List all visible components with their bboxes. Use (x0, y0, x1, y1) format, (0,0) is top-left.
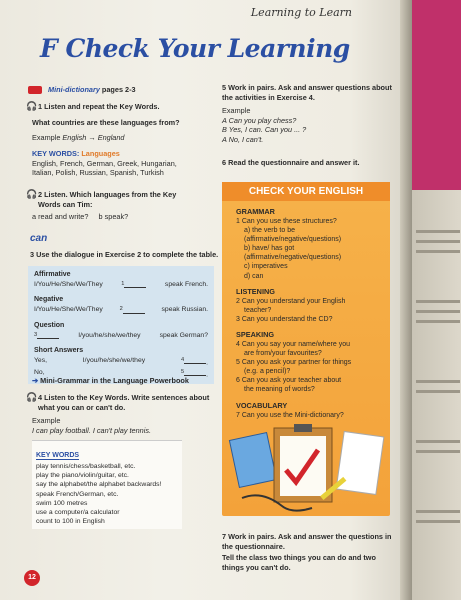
key-words-box: KEY WORDS play tennis/chess/basketball, etc. play the piano/violin/guitar, etc. say the alphabet/the alphabet backwards! speak French/German, etc. swim 100 metres use a computer/a calculator count to 100 in English (32, 440, 182, 529)
ex7-instruction: 7 Work in pairs. Ask and answer the questions in the questionnaire. (222, 532, 392, 551)
table-header: Question (34, 321, 65, 329)
question-sub: (e.g. a pencil)? (244, 368, 291, 376)
ex1-instruction: 1 Listen and repeat the Key Words. (38, 102, 160, 111)
mini-grammar-ref: ➔ Mini-Grammar in the Language Powerbook (32, 376, 189, 385)
mini-dictionary-icon (28, 86, 42, 94)
question: 7 Can you use the Mini-dictionary? (236, 411, 344, 419)
list-item: say the alphabet/the alphabet backwards! (36, 481, 162, 489)
question-sub: c) imperatives (244, 263, 288, 271)
question-sub: d) can (244, 272, 264, 280)
list-item: speak French/German, etc. (36, 490, 119, 498)
next-page-edge (412, 0, 461, 600)
pink-banner (412, 0, 461, 190)
question-sub: are from/your favourites? (244, 350, 322, 358)
running-head: Learning to Learn (250, 6, 352, 19)
table-row: I/You/He/She/We/They $^2$ speak Russian. (34, 306, 208, 314)
ex4-instruction: 4 Listen to the Key Words. Write sentences about what you can or can't do. (38, 393, 210, 412)
question-sub: b) have/ has got (244, 245, 295, 253)
page-title: F Check Your Learning (40, 34, 350, 63)
ex1-example: Example English → England (32, 133, 125, 142)
question: 1 Can you use these structures? (236, 218, 337, 225)
table-row: $^3$ I/you/he/she/we/they speak German? (34, 331, 208, 339)
section-grammar: GRAMMAR (236, 207, 275, 216)
grammar-table (28, 266, 214, 384)
section-speaking: SPEAKING (236, 329, 275, 339)
table-header: Affirmative (34, 271, 71, 278)
question: 3 Can you understand the CD? (236, 315, 333, 323)
list-item: count to 100 in English (36, 518, 105, 526)
ex6-instruction: 6 Read the questionnaire and answer it. (222, 158, 360, 167)
arrow-right-icon: ➔ (32, 376, 39, 385)
list-item: swim 100 metres (36, 499, 88, 507)
table-header: Negative (34, 296, 64, 304)
ex1-question: What countries are these languages from? (32, 118, 180, 127)
list-item: play the piano/violin/guitar, etc. (36, 472, 129, 480)
question-sub: the meaning of words? (244, 386, 315, 394)
question-sub: (affirmative/negative/questions) (244, 236, 342, 244)
can-heading: can (30, 233, 48, 244)
headphones-icon: 🎧 (26, 392, 38, 402)
ex4-example: Example I can play football. I can't play tennis. (32, 416, 152, 435)
question-sub: a) the verb to be (244, 227, 295, 235)
ex5-instruction: 5 Work in pairs. Ask and answer questions about the activities in Exercise 4. (222, 83, 392, 102)
headphones-icon: 🎧 (26, 101, 38, 111)
table-row: No, $^5$ . (34, 369, 208, 379)
table-row: I/You/He/She/We/They $^1$ speak French. (34, 281, 208, 289)
list-item: play tennis/chess/basketball, etc. (36, 463, 136, 470)
ex7-task: Tell the class two things you can do and two things you can't do. (222, 553, 376, 572)
question: 5 Can you ask your partner for things (236, 359, 352, 367)
ex5-example: Example A Can you play chess? B Yes, I can. Can you ... ? A No, I can't. (222, 106, 307, 144)
ex2-options: a read and write? b speak? (32, 212, 129, 221)
mini-dictionary-ref: Mini-dictionary pages 2-3 (48, 85, 136, 94)
section-vocabulary: VOCABULARY (236, 400, 288, 410)
stationery-illustration (222, 420, 390, 516)
page-number: 12 (24, 570, 40, 586)
section-listening: LISTENING (236, 286, 275, 296)
box-heading: CHECK YOUR ENGLISH (222, 182, 390, 201)
table-row: Yes, I/you/he/she/we/they $^4$ . (34, 356, 208, 367)
question-sub: teacher? (244, 306, 272, 314)
ex1-key-words: KEY WORDS: Languages English, French, German, Greek, Hungarian, Italian, Polish, Russian, Spanish, Turkish (32, 149, 177, 178)
ex2-instruction: 2 Listen. Which languages from the Key Words can Tim: (38, 190, 177, 209)
ex3-instruction: 3 Use the dialogue in Exercise 2 to complete the table. (30, 250, 219, 259)
question-sub: (affirmative/negative/questions) (244, 254, 342, 262)
headphones-icon: 🎧 (26, 189, 38, 199)
question: 4 Can you say your name/where you (236, 340, 351, 348)
table-header: Short Answers (34, 346, 84, 354)
question: 2 Can you understand your English (236, 297, 346, 305)
list-item: use a computer/a calculator (36, 508, 120, 516)
question: 6 Can you ask your teacher about (236, 377, 342, 385)
